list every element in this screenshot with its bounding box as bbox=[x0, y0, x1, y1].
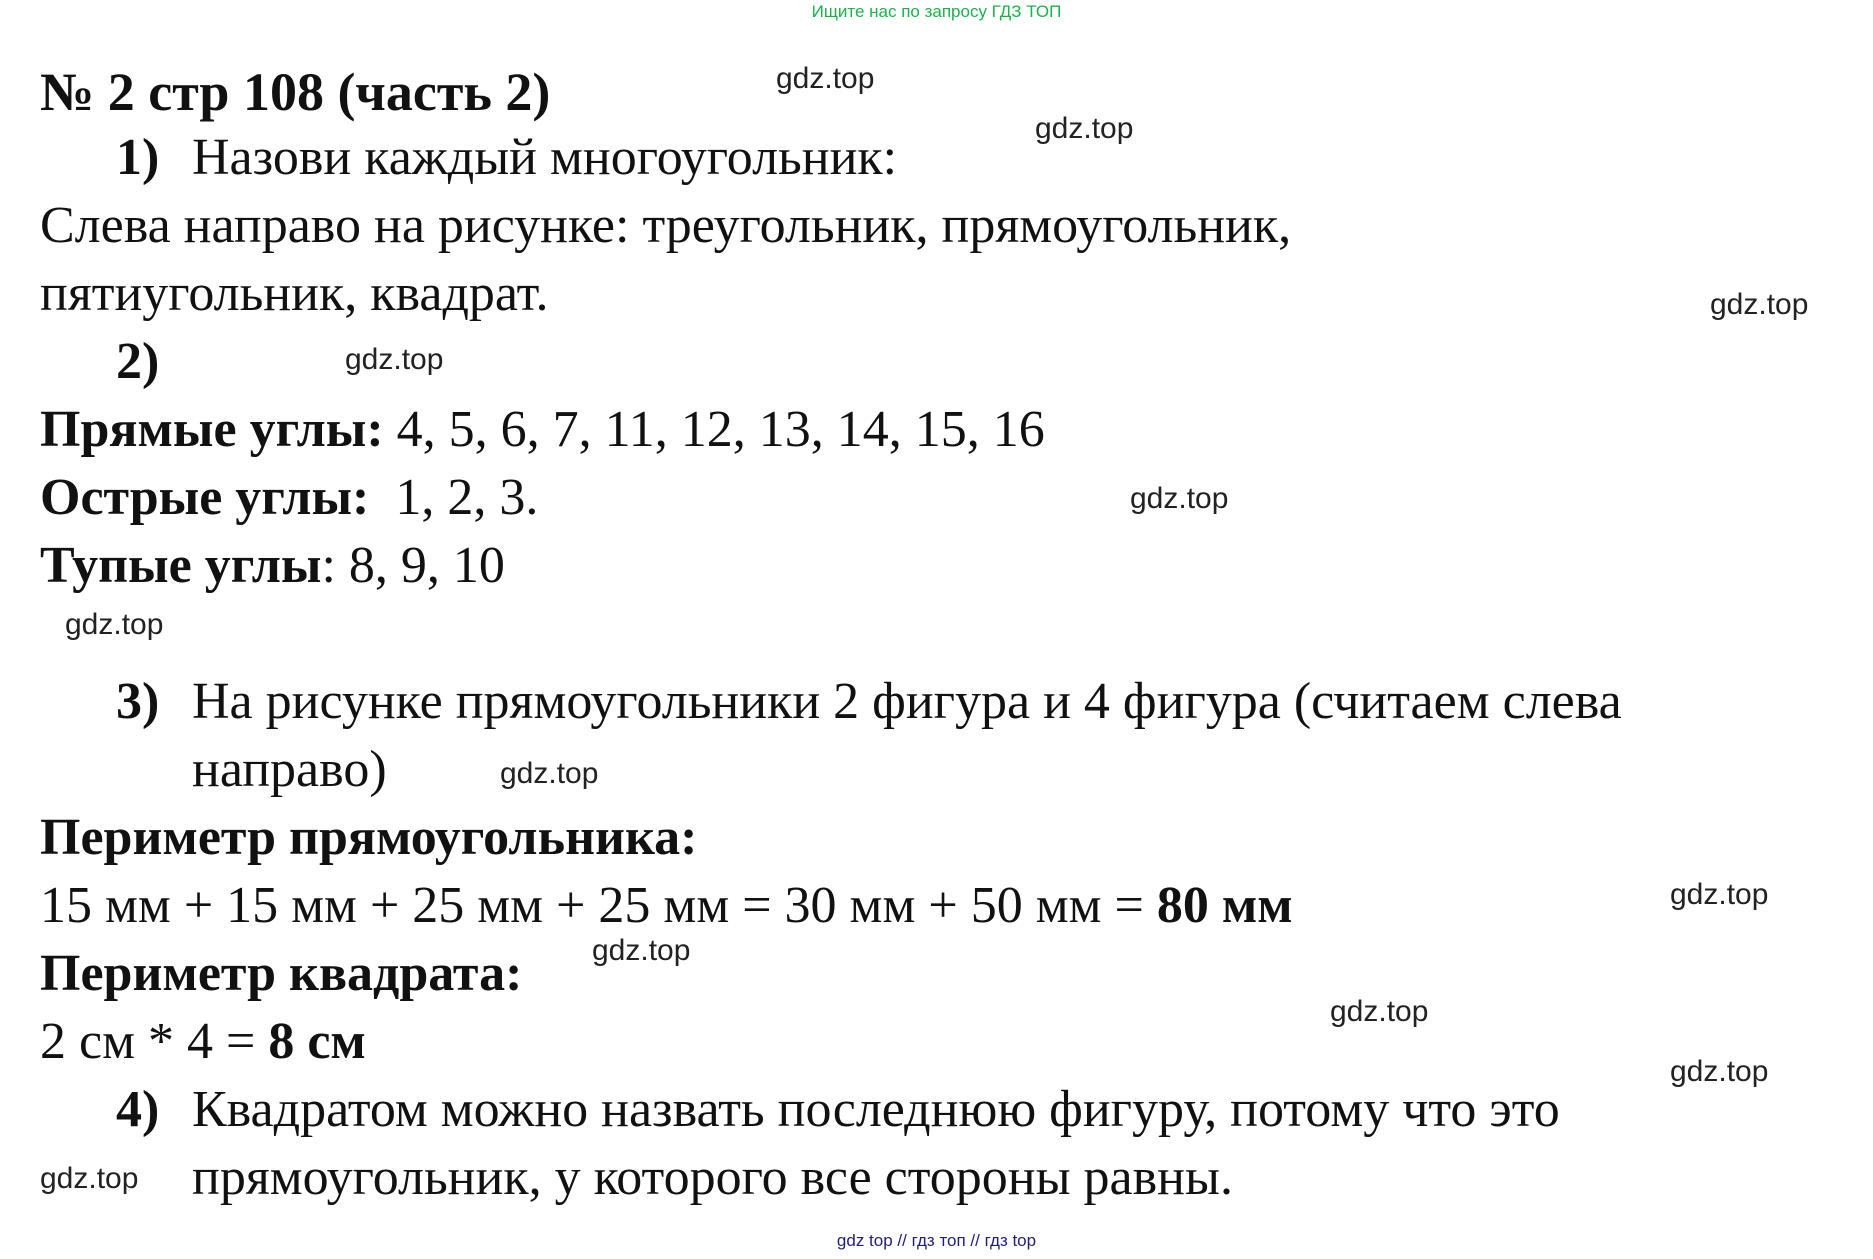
task1-question-line bbox=[116, 128, 897, 188]
watermark: gdz.top bbox=[592, 934, 691, 967]
task3-text-line1 bbox=[116, 672, 1622, 732]
task3-text-line2: направо) bbox=[192, 741, 387, 798]
rect-perimeter-calc-line bbox=[40, 876, 1293, 936]
obtuse-angles-line bbox=[40, 536, 505, 596]
page-title: № 2 стр 108 (часть 2) bbox=[40, 62, 551, 122]
square-perimeter-heading: Периметр квадрата: bbox=[40, 945, 523, 1002]
rect-perimeter-heading: Периметр прямоугольника: bbox=[40, 809, 698, 866]
watermark: gdz.top bbox=[1670, 878, 1769, 911]
obtuse-angles-values: : 8, 9, 10 bbox=[321, 537, 505, 594]
watermark: gdz.top bbox=[1130, 482, 1229, 515]
task4-text: Квадратом можно назвать последнюю фигуру, потому что это bbox=[192, 1081, 1560, 1138]
acute-angles-line bbox=[40, 468, 538, 528]
task4-text-line1 bbox=[116, 1080, 1560, 1140]
watermark: gdz.top bbox=[1330, 995, 1429, 1028]
watermark: gdz.top bbox=[1670, 1055, 1769, 1088]
watermark: gdz.top bbox=[1035, 112, 1134, 145]
square-perimeter-result: 8 см bbox=[268, 1013, 366, 1070]
rect-perimeter-calc: 15 мм + 15 мм + 25 мм + 25 мм = 30 мм + 50 мм = bbox=[40, 877, 1157, 934]
task2-header bbox=[116, 332, 192, 392]
watermark: gdz.top bbox=[776, 62, 875, 95]
watermark: gdz.top bbox=[1710, 288, 1809, 321]
right-angles-label: Прямые углы: bbox=[40, 401, 384, 458]
task1-number: 1) bbox=[116, 129, 160, 186]
watermark: gdz.top bbox=[40, 1162, 139, 1195]
right-angles-line bbox=[40, 400, 1045, 460]
acute-angles-label: Острые углы: bbox=[40, 469, 370, 526]
task4-number: 4) bbox=[116, 1081, 160, 1138]
task1-answer-line1: Слева направо на рисунке: треугольник, прямоугольник, bbox=[40, 197, 1292, 254]
task3-number: 3) bbox=[116, 673, 160, 730]
footer-links: gdz top // гдз топ // гдз top bbox=[836, 1231, 1037, 1250]
watermark: gdz.top bbox=[345, 343, 444, 376]
acute-angles-values: 1, 2, 3. bbox=[395, 469, 539, 526]
square-perimeter-calc: 2 см * 4 = bbox=[40, 1013, 269, 1070]
obtuse-angles-label: Тупые углы bbox=[40, 537, 322, 594]
right-angles-values: 4, 5, 6, 7, 11, 12, 13, 14, 15, 16 bbox=[396, 401, 1045, 458]
watermark: gdz.top bbox=[500, 757, 599, 790]
square-perimeter-calc-line bbox=[40, 1012, 366, 1072]
task1-question: Назови каждый многоугольник: bbox=[192, 129, 898, 186]
rect-perimeter-result: 80 мм bbox=[1156, 877, 1293, 934]
task3-text: На рисунке прямоугольники 2 фигура и 4 фигура (считаем слева bbox=[192, 673, 1622, 730]
task2-number: 2) bbox=[116, 333, 160, 390]
task1-answer-line2: пятиугольник, квадрат. bbox=[40, 265, 549, 322]
top-banner: Ищите нас по запросу ГДЗ ТОП bbox=[811, 2, 1062, 21]
task4-text-line2: прямоугольник, у которого все стороны равны. bbox=[192, 1149, 1233, 1206]
watermark: gdz.top bbox=[65, 608, 164, 641]
